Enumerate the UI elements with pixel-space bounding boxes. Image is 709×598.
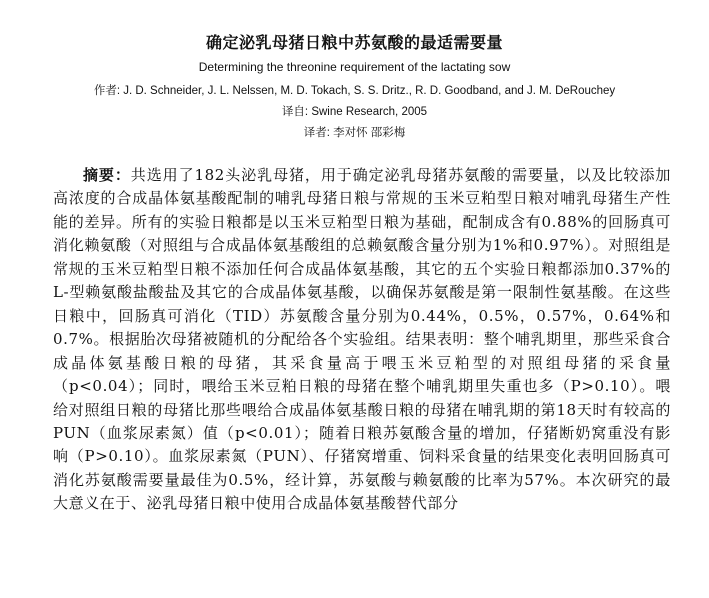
abstract-text: 共选用了182头泌乳母猪，用于确定泌乳母猪苏氨酸的需要量，以及比较添加高浓度的合成晶体氨基酸配制的哺乳母猪日粮与常规的玉米豆粕型日粮对哺乳母猪生产性能的差异。所有的实验日粮都是以玉米豆粕型日粮为基础，配制成含有0.88%的回肠真可消化赖氨酸（对照组与合成晶体氨基酸组的总赖氨酸含量分别为1%和0.97%）。对照组是常规的玉米豆粕型日粮不添加任何合成晶体氨基酸，其它的五个实验日粮都添加0.37%的L-型赖氨酸盐酸盐及其它的合成晶体氨基酸，以确保苏氨酸是第一限制性氨基酸。在这些日粮中，回肠真可消化（TID）苏氨酸含量分别为0.44%，0.5%，0.57%，0.64%和0.7%。根据胎次母猪被随机的分配给各个实验组。结果表明：整个哺乳期里，那些采食合成晶体氨基酸日粮的母猪，其采食量高于喂玉米豆粕型的对照组母猪的采食量（p<0.04）；同时，喂给玉米豆粕日粮的母猪在整个哺乳期里失重也多（P>0.10）。喂给对照组日粮的母猪比那些喂给合成晶体氨基酸日粮的母猪在哺乳期的第18天时有较高的PUN（血浆尿素氮）值（p<0.01）；随着日粮苏氨酸含量的增加，仔猪断奶窝重没有影响（P>0.10）。血浆尿素氮（PUN）、仔猪窝增重、饲料采食量的结果变化表明回肠真可消化苏氨酸需要量最佳为0.5%，经计算，苏氨酸与赖氨酸的比率为57%。本次研究的最大意义在于、泌乳母猪日粮中使用合成晶体氨基酸替代部分 xyxy=(53,166,671,513)
paper-title-english: Determining the threonine requirement of the lactating sow xyxy=(198,60,511,74)
paper-title-chinese: 确定泌乳母猪日粮中苏氨酸的最适需要量 xyxy=(205,33,503,52)
author-line: 作者: J. D. Schneider, J. L. Nelssen, M. D. Tokach, S. S. Dritz., R. D. Goodband, and J. M. DeRouchey xyxy=(93,85,616,97)
abstract-paragraph xyxy=(53,164,671,516)
abstract-label: 摘要： xyxy=(83,166,131,184)
translator-line: 译者: 李对怀 邵彩梅 xyxy=(303,127,406,139)
source-line: 译自: Swine Research, 2005 xyxy=(281,106,428,118)
